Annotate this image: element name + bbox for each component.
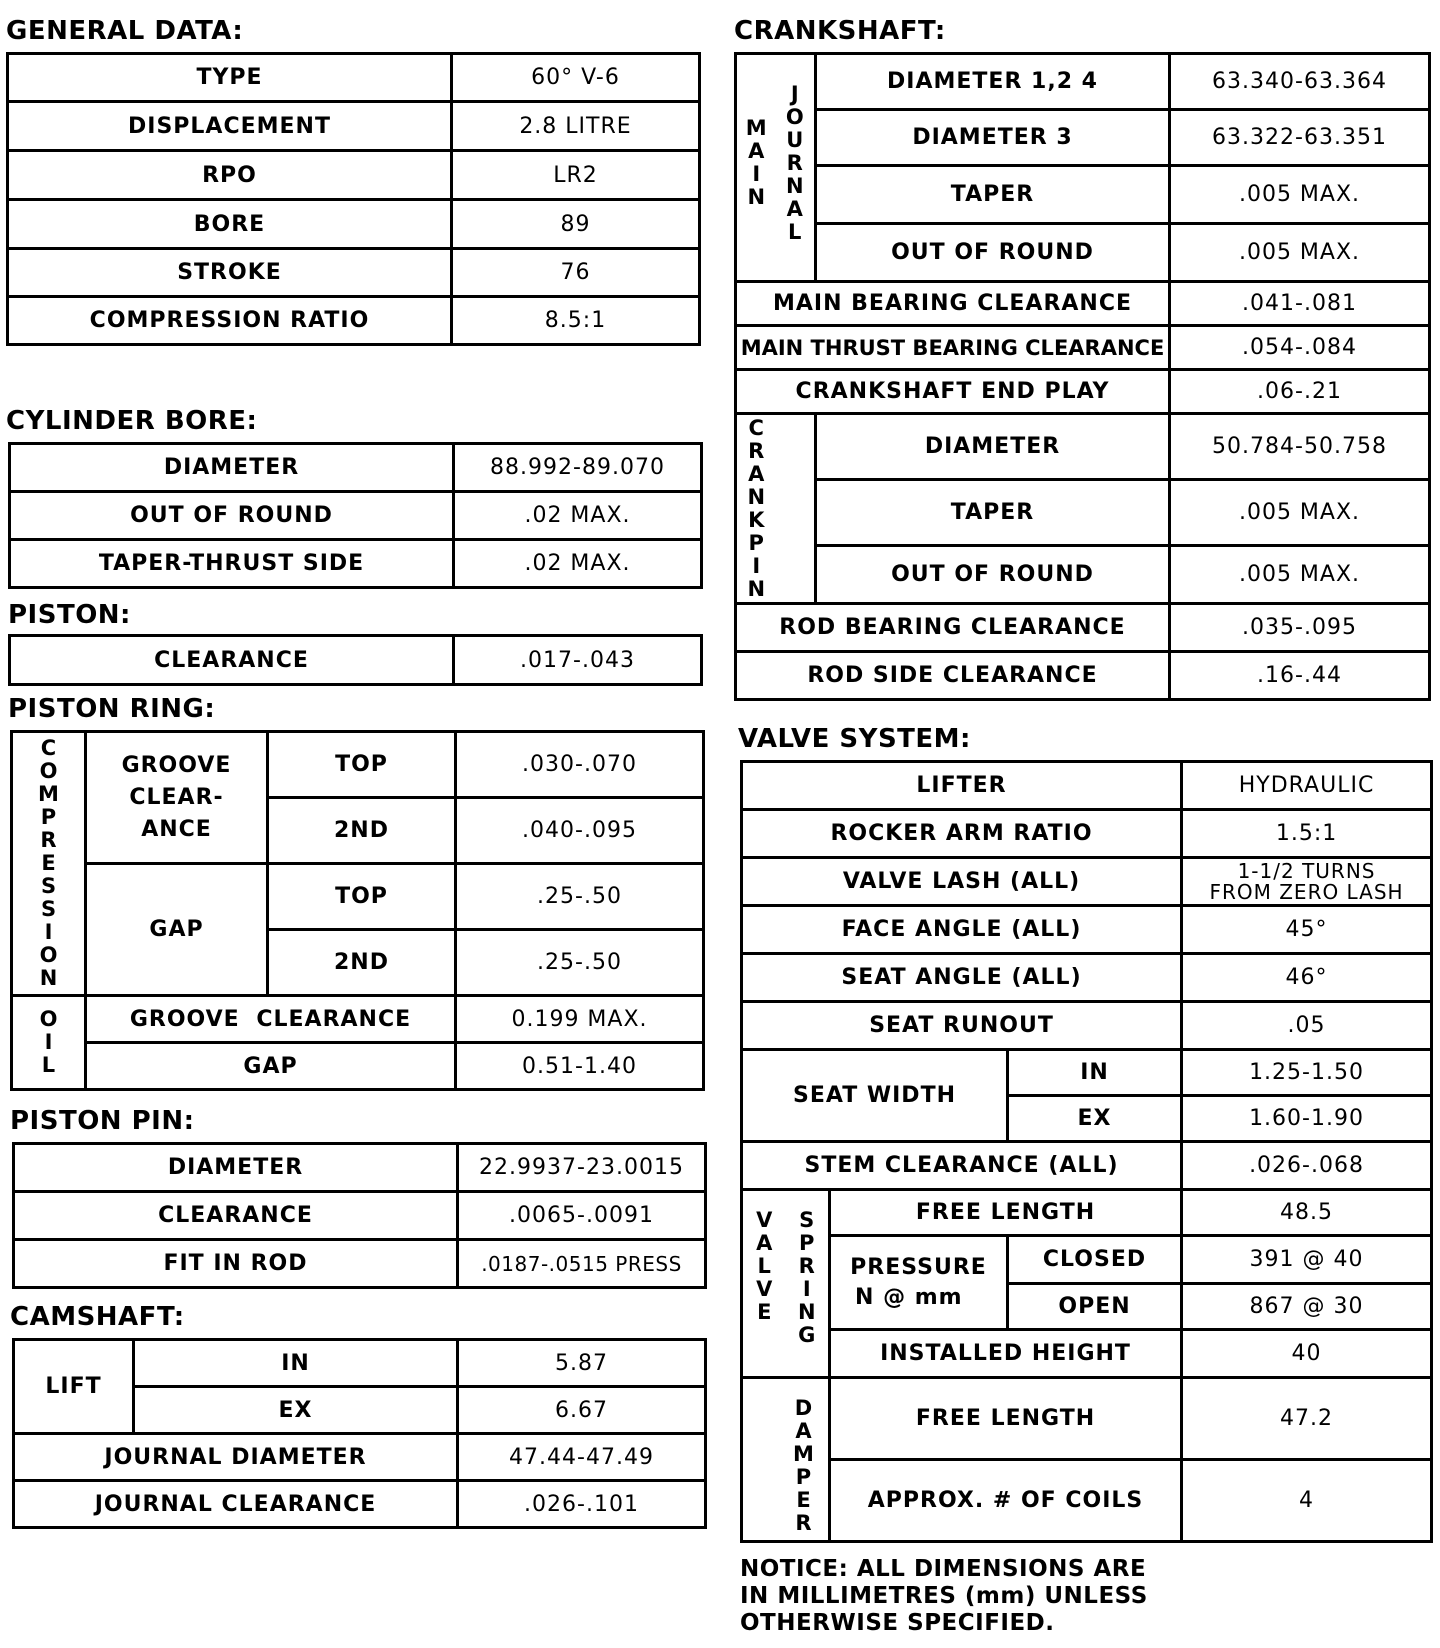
table-row bbox=[742, 1002, 1432, 1050]
main-thrust-bearing-clearance-label: MAIN THRUST BEARING CLEARANCE bbox=[736, 326, 1170, 370]
pressure-closed-label: CLOSED bbox=[1008, 1236, 1182, 1284]
oil-gap-value: 0.51-1.40 bbox=[456, 1043, 704, 1090]
valve-system-table bbox=[740, 760, 1433, 1543]
notice bbox=[740, 1556, 1148, 1637]
table-row bbox=[742, 954, 1432, 1002]
seat-angle-label: SEAT ANGLE (ALL) bbox=[742, 954, 1182, 1002]
table-row bbox=[8, 151, 700, 200]
table-row bbox=[736, 54, 1430, 110]
installed-height-label: INSTALLED HEIGHT bbox=[830, 1330, 1182, 1378]
valve-system-heading: VALVE SYSTEM: bbox=[738, 724, 971, 754]
camshaft-heading: CAMSHAFT: bbox=[10, 1302, 185, 1332]
pressure-open-label: OPEN bbox=[1008, 1284, 1182, 1330]
valve-label-text: V A L V E bbox=[756, 1208, 773, 1324]
table-row bbox=[742, 1330, 1432, 1378]
gap-2nd-label: 2ND bbox=[268, 930, 456, 996]
table-row bbox=[14, 1434, 706, 1481]
journal-clearance-label: JOURNAL CLEARANCE bbox=[14, 1481, 458, 1528]
table-row bbox=[10, 636, 702, 685]
crankpin-out-of-round-value: .005 MAX. bbox=[1170, 546, 1430, 604]
damper-label bbox=[742, 1378, 830, 1542]
bore-value: 89 bbox=[452, 200, 700, 249]
table-row bbox=[14, 1340, 706, 1387]
pin-clearance-value: .0065-.0091 bbox=[458, 1192, 706, 1240]
seat-width-ex-value: 1.60-1.90 bbox=[1182, 1096, 1432, 1142]
rocker-arm-ratio-value: 1.5:1 bbox=[1182, 810, 1432, 858]
gap-label: GAP bbox=[86, 864, 268, 996]
oil-gap-label: GAP bbox=[86, 1043, 456, 1090]
groove-2nd-value: .040-.095 bbox=[456, 798, 704, 864]
table-row bbox=[14, 1481, 706, 1528]
seat-width-in-label: IN bbox=[1008, 1050, 1182, 1096]
journal-label bbox=[776, 54, 816, 282]
face-angle-label: FACE ANGLE (ALL) bbox=[742, 906, 1182, 954]
main-taper-label: TAPER bbox=[816, 166, 1170, 224]
table-row bbox=[10, 492, 702, 540]
table-row bbox=[736, 414, 1430, 480]
oil-label-text: O I L bbox=[39, 1007, 58, 1077]
crankshaft-heading: CRANKSHAFT: bbox=[734, 16, 946, 46]
piston-ring-heading: PISTON RING: bbox=[8, 694, 216, 724]
table-row bbox=[736, 166, 1430, 224]
taper-thrust-value: .02 MAX. bbox=[454, 540, 702, 588]
table-row bbox=[8, 249, 700, 297]
table-row bbox=[736, 480, 1430, 546]
cylinder-bore-heading: CYLINDER BORE: bbox=[6, 406, 258, 436]
rod-bearing-clearance-label: ROD BEARING CLEARANCE bbox=[736, 604, 1170, 652]
piston-clearance-label: CLEARANCE bbox=[10, 636, 454, 685]
crankshaft-table bbox=[734, 52, 1431, 701]
fit-in-rod-label: FIT IN ROD bbox=[14, 1240, 458, 1288]
table-row bbox=[14, 1144, 706, 1192]
general-data-heading: GENERAL DATA: bbox=[6, 16, 244, 46]
groove-clear-line3: ANCE bbox=[141, 816, 212, 842]
rod-bearing-clearance-value: .035-.095 bbox=[1170, 604, 1430, 652]
piston-ring-table bbox=[10, 730, 705, 1091]
damper-free-length-label: FREE LENGTH bbox=[830, 1378, 1182, 1460]
notice-line2: IN MILLIMETRES (mm) UNLESS bbox=[740, 1583, 1148, 1609]
seat-width-in-value: 1.25-1.50 bbox=[1182, 1050, 1432, 1096]
pressure-open-value: 867 @ 30 bbox=[1182, 1284, 1432, 1330]
groove-clear-line1: GROOVE bbox=[121, 752, 232, 778]
pin-clearance-label: CLEARANCE bbox=[14, 1192, 458, 1240]
stem-clearance-label: STEM CLEARANCE (ALL) bbox=[742, 1142, 1182, 1190]
table-row bbox=[12, 864, 704, 930]
main-diameter-3-value: 63.322-63.351 bbox=[1170, 110, 1430, 166]
table-row bbox=[736, 652, 1430, 700]
table-row bbox=[736, 224, 1430, 282]
table-row bbox=[742, 1050, 1432, 1096]
main-label-text: M A I N bbox=[745, 116, 767, 209]
table-row bbox=[14, 1240, 706, 1288]
compression-ratio-label: COMPRESSION RATIO bbox=[8, 297, 452, 345]
spring-label-text: S P R I N G bbox=[797, 1208, 816, 1347]
pressure-label-line1: PRESSURE bbox=[850, 1254, 987, 1280]
table-row bbox=[742, 1142, 1432, 1190]
oil-groove-label: GROOVE CLEARANCE bbox=[86, 996, 456, 1043]
main-out-of-round-value: .005 MAX. bbox=[1170, 224, 1430, 282]
pressure-label-line2: N @ mm bbox=[855, 1284, 963, 1310]
table-row bbox=[12, 732, 704, 798]
table-row bbox=[8, 200, 700, 249]
crankpin-diameter-label: DIAMETER bbox=[816, 414, 1170, 480]
gap-top-value: .25-.50 bbox=[456, 864, 704, 930]
bore-diameter-value: 88.992-89.070 bbox=[454, 444, 702, 492]
groove-clear-line2: CLEAR- bbox=[129, 784, 224, 810]
crankpin-label bbox=[736, 414, 776, 604]
table-row bbox=[736, 604, 1430, 652]
general-data-table bbox=[6, 52, 701, 346]
main-bearing-clearance-value: .041-.081 bbox=[1170, 282, 1430, 326]
face-angle-value: 45° bbox=[1182, 906, 1432, 954]
oil-label bbox=[12, 996, 86, 1090]
lift-ex-value: 6.67 bbox=[458, 1387, 706, 1434]
coils-value: 4 bbox=[1182, 1460, 1432, 1542]
rod-side-clearance-label: ROD SIDE CLEARANCE bbox=[736, 652, 1170, 700]
coils-label: APPROX. # OF COILS bbox=[830, 1460, 1182, 1542]
camshaft-table bbox=[12, 1338, 707, 1529]
groove-top-label: TOP bbox=[268, 732, 456, 798]
pin-diameter-label: DIAMETER bbox=[14, 1144, 458, 1192]
piston-pin-heading: PISTON PIN: bbox=[10, 1106, 195, 1136]
lift-label: LIFT bbox=[14, 1340, 134, 1434]
table-row bbox=[742, 762, 1432, 810]
main-diameter-124-label: DIAMETER 1,2 4 bbox=[816, 54, 1170, 110]
seat-runout-value: .05 bbox=[1182, 1002, 1432, 1050]
crankpin-diameter-value: 50.784-50.758 bbox=[1170, 414, 1430, 480]
type-label: TYPE bbox=[8, 54, 452, 102]
bore-label: BORE bbox=[8, 200, 452, 249]
cylinder-bore-table bbox=[8, 442, 703, 589]
crankshaft-end-play-value: .06-.21 bbox=[1170, 370, 1430, 414]
table-row bbox=[736, 546, 1430, 604]
groove-top-value: .030-.070 bbox=[456, 732, 704, 798]
rod-side-clearance-value: .16-.44 bbox=[1170, 652, 1430, 700]
table-row bbox=[12, 996, 704, 1043]
piston-table bbox=[8, 634, 703, 686]
table-row bbox=[742, 1378, 1432, 1460]
crankpin-taper-value: .005 MAX. bbox=[1170, 480, 1430, 546]
valve-lash-value bbox=[1182, 858, 1432, 906]
compression-ratio-value: 8.5:1 bbox=[452, 297, 700, 345]
pressure-closed-value: 391 @ 40 bbox=[1182, 1236, 1432, 1284]
pin-diameter-value: 22.9937-23.0015 bbox=[458, 1144, 706, 1192]
groove-clearance-cell bbox=[86, 732, 268, 864]
seat-width-label: SEAT WIDTH bbox=[742, 1050, 1008, 1142]
valve-lash-label: VALVE LASH (ALL) bbox=[742, 858, 1182, 906]
seat-angle-value: 46° bbox=[1182, 954, 1432, 1002]
taper-thrust-label: TAPER-THRUST SIDE bbox=[10, 540, 454, 588]
rocker-arm-ratio-label: ROCKER ARM RATIO bbox=[742, 810, 1182, 858]
main-out-of-round-label: OUT OF ROUND bbox=[816, 224, 1170, 282]
displacement-value: 2.8 LITRE bbox=[452, 102, 700, 151]
main-label bbox=[736, 54, 776, 282]
main-thrust-bearing-clearance-value: .054-.084 bbox=[1170, 326, 1430, 370]
crankpin-out-of-round-label: OUT OF ROUND bbox=[816, 546, 1170, 604]
table-row bbox=[14, 1192, 706, 1240]
notice-line1: NOTICE: ALL DIMENSIONS ARE bbox=[740, 1556, 1147, 1582]
table-row bbox=[742, 1460, 1432, 1542]
spring-label bbox=[786, 1190, 830, 1378]
seat-width-ex-label: EX bbox=[1008, 1096, 1182, 1142]
table-row bbox=[10, 444, 702, 492]
compression-label bbox=[12, 732, 86, 996]
journal-label-text: J O U R N A L bbox=[785, 82, 804, 244]
seat-runout-label: SEAT RUNOUT bbox=[742, 1002, 1182, 1050]
pressure-label bbox=[830, 1236, 1008, 1330]
crankpin-label-text: C R A N K P I N bbox=[747, 416, 766, 601]
table-row bbox=[736, 110, 1430, 166]
type-value: 60° V-6 bbox=[452, 54, 700, 102]
fit-in-rod-value: .0187-.0515 PRESS bbox=[458, 1240, 706, 1288]
compression-label-text: C O M P R E S S I O N bbox=[38, 736, 59, 990]
main-diameter-3-label: DIAMETER 3 bbox=[816, 110, 1170, 166]
table-row bbox=[8, 54, 700, 102]
table-row bbox=[736, 326, 1430, 370]
bore-diameter-label: DIAMETER bbox=[10, 444, 454, 492]
journal-clearance-value: .026-.101 bbox=[458, 1481, 706, 1528]
table-row bbox=[736, 282, 1430, 326]
piston-clearance-value: .017-.043 bbox=[454, 636, 702, 685]
groove-2nd-label: 2ND bbox=[268, 798, 456, 864]
journal-diameter-label: JOURNAL DIAMETER bbox=[14, 1434, 458, 1481]
installed-height-value: 40 bbox=[1182, 1330, 1432, 1378]
table-row bbox=[736, 370, 1430, 414]
main-diameter-124-value: 63.340-63.364 bbox=[1170, 54, 1430, 110]
table-row bbox=[8, 297, 700, 345]
crankpin-spacer bbox=[776, 414, 816, 604]
main-bearing-clearance-label: MAIN BEARING CLEARANCE bbox=[736, 282, 1170, 326]
table-row bbox=[10, 540, 702, 588]
spring-free-length-value: 48.5 bbox=[1182, 1190, 1432, 1236]
lifter-label: LIFTER bbox=[742, 762, 1182, 810]
table-row bbox=[742, 858, 1432, 906]
main-taper-value: .005 MAX. bbox=[1170, 166, 1430, 224]
valve-lash-value-line1: 1-1/2 TURNS bbox=[1237, 858, 1376, 883]
spring-free-length-label: FREE LENGTH bbox=[830, 1190, 1182, 1236]
displacement-label: DISPLACEMENT bbox=[8, 102, 452, 151]
crankshaft-end-play-label: CRANKSHAFT END PLAY bbox=[736, 370, 1170, 414]
damper-label-text: D A M P E R bbox=[793, 1396, 814, 1535]
piston-pin-table bbox=[12, 1142, 707, 1289]
piston-heading: PISTON: bbox=[8, 600, 131, 630]
table-row bbox=[742, 1236, 1432, 1284]
crankpin-taper-label: TAPER bbox=[816, 480, 1170, 546]
gap-2nd-value: .25-.50 bbox=[456, 930, 704, 996]
lift-ex-label: EX bbox=[134, 1387, 458, 1434]
journal-diameter-value: 47.44-47.49 bbox=[458, 1434, 706, 1481]
lift-in-value: 5.87 bbox=[458, 1340, 706, 1387]
bore-out-of-round-label: OUT OF ROUND bbox=[10, 492, 454, 540]
stroke-value: 76 bbox=[452, 249, 700, 297]
damper-free-length-value: 47.2 bbox=[1182, 1378, 1432, 1460]
lift-in-label: IN bbox=[134, 1340, 458, 1387]
rpo-label: RPO bbox=[8, 151, 452, 200]
lifter-value: HYDRAULIC bbox=[1182, 762, 1432, 810]
stroke-label: STROKE bbox=[8, 249, 452, 297]
table-row bbox=[742, 906, 1432, 954]
rpo-value: LR2 bbox=[452, 151, 700, 200]
table-row bbox=[742, 810, 1432, 858]
stem-clearance-value: .026-.068 bbox=[1182, 1142, 1432, 1190]
valve-lash-value-line2: FROM ZERO LASH bbox=[1209, 879, 1404, 904]
table-row bbox=[12, 1043, 704, 1090]
table-row bbox=[8, 102, 700, 151]
gap-top-label: TOP bbox=[268, 864, 456, 930]
table-row bbox=[742, 1190, 1432, 1236]
valve-label bbox=[742, 1190, 786, 1378]
oil-groove-value: 0.199 MAX. bbox=[456, 996, 704, 1043]
bore-out-of-round-value: .02 MAX. bbox=[454, 492, 702, 540]
notice-line3: OTHERWISE SPECIFIED. bbox=[740, 1610, 1055, 1636]
